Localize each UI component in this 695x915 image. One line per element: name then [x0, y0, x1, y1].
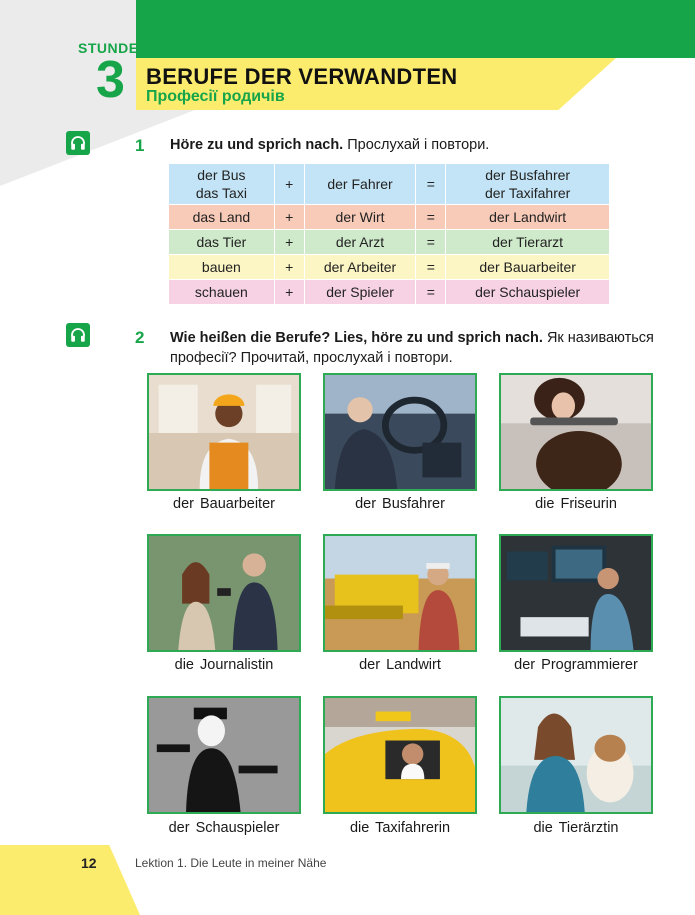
caption-bauarbeiter: der Bauarbeiter: [173, 496, 275, 512]
caption-schauspieler: der Schauspieler: [168, 820, 280, 836]
compound-part2: der Spieler: [304, 280, 416, 305]
header-green-bar: [136, 0, 695, 58]
equals-sign: =: [416, 280, 446, 305]
footer-lesson-text: Lektion 1. Die Leute in meiner Nähe: [135, 856, 327, 870]
plus-sign: +: [274, 255, 304, 280]
caption-programmierer: der Programmierer: [514, 657, 638, 673]
plus-sign: +: [274, 230, 304, 255]
compound-part1: [169, 205, 275, 230]
compound-part2: der Wirt: [304, 205, 416, 230]
compound-result-line: der Tierarzt: [492, 234, 564, 250]
exercise-1-number: 1: [135, 136, 145, 155]
caption-journalistin: die Journalistin: [174, 657, 274, 673]
stunde-number: 3: [96, 51, 125, 109]
caption-busfahrer: der Busfahrer: [355, 496, 445, 512]
headphones-icon[interactable]: [66, 323, 90, 347]
equals-sign: =: [416, 255, 446, 280]
photo-bauarbeiter: [147, 373, 301, 491]
compound-row: [169, 280, 610, 305]
stunde-label: STUNDE: [78, 40, 139, 56]
exercise-1-instruction-de: Höre zu und sprich nach.: [170, 137, 344, 153]
photo-programmierer: [499, 534, 653, 652]
compound-row: [169, 205, 610, 230]
compound-result: [446, 255, 610, 280]
compound-row: [169, 255, 610, 280]
photo-taxifahrerin: [323, 696, 477, 814]
compound-result-line: der Busfahrer: [485, 167, 571, 183]
compound-part1: [169, 230, 275, 255]
compound-part1-line: das Land: [192, 209, 251, 225]
compound-result: [446, 164, 610, 205]
page-title: BERUFE DER VERWANDTEN: [146, 64, 458, 89]
exercise-1-instruction: [170, 135, 660, 155]
plus-sign: +: [274, 280, 304, 305]
compound-row: [169, 164, 610, 205]
equals-sign: =: [416, 230, 446, 255]
photo-landwirt: [323, 534, 477, 652]
equals-sign: =: [416, 164, 446, 205]
plus-sign: +: [274, 205, 304, 230]
plus-sign: +: [274, 164, 304, 205]
caption-friseurin: die Friseurin: [535, 496, 617, 512]
compound-part2: der Fahrer: [304, 164, 416, 205]
compound-result-line: der Schauspieler: [475, 284, 581, 300]
caption-taxifahrerin: die Taxifahrerin: [349, 820, 451, 836]
photo-busfahrer: [323, 373, 477, 491]
compound-part1-line: bauen: [201, 259, 241, 275]
compound-result: [446, 205, 610, 230]
compound-result-line: der Landwirt: [489, 209, 567, 225]
exercise-2-instruction-ua: Як називаються професії? Прочитай, прослухай і повтори.: [170, 330, 654, 366]
compound-row: [169, 230, 610, 255]
equals-sign: =: [416, 205, 446, 230]
exercise-2-number: 2: [135, 328, 145, 347]
compound-result-line: der Bauarbeiter: [479, 259, 576, 275]
photo-friseurin: [499, 373, 653, 491]
exercise-2-instruction: [170, 328, 660, 368]
compound-part2: der Arbeiter: [304, 255, 416, 280]
photo-tieraerztin: [499, 696, 653, 814]
headphones-icon[interactable]: [66, 131, 90, 155]
compound-part1-line: das Tier: [196, 234, 247, 250]
page-number: 12: [81, 855, 97, 871]
photo-journalistin: [147, 534, 301, 652]
compound-part1-line: das Taxi: [195, 185, 247, 201]
footer-yellow-shape: [0, 845, 140, 915]
exercise-2-instruction-de: Wie heißen die Berufe? Lies, höre zu und sprich nach.: [170, 330, 543, 346]
compound-part1: [169, 164, 275, 205]
caption-tieraerztin: die Tierärztin: [533, 820, 619, 836]
caption-landwirt: der Landwirt: [359, 657, 441, 673]
compound-result-line: der Taxifahrer: [484, 185, 571, 201]
exercise-1-instruction-ua: Прослухай і повтори.: [347, 137, 490, 153]
compound-part1-line: schauen: [194, 284, 248, 300]
compound-part1: [169, 280, 275, 305]
compound-part1: [169, 255, 275, 280]
compound-result: [446, 280, 610, 305]
page-subtitle: Професії родичів: [146, 88, 285, 105]
photo-schauspieler: [147, 696, 301, 814]
compound-words-table: [168, 163, 610, 305]
compound-result: [446, 230, 610, 255]
compound-part2: der Arzt: [304, 230, 416, 255]
compound-part1-line: der Bus: [197, 167, 246, 183]
